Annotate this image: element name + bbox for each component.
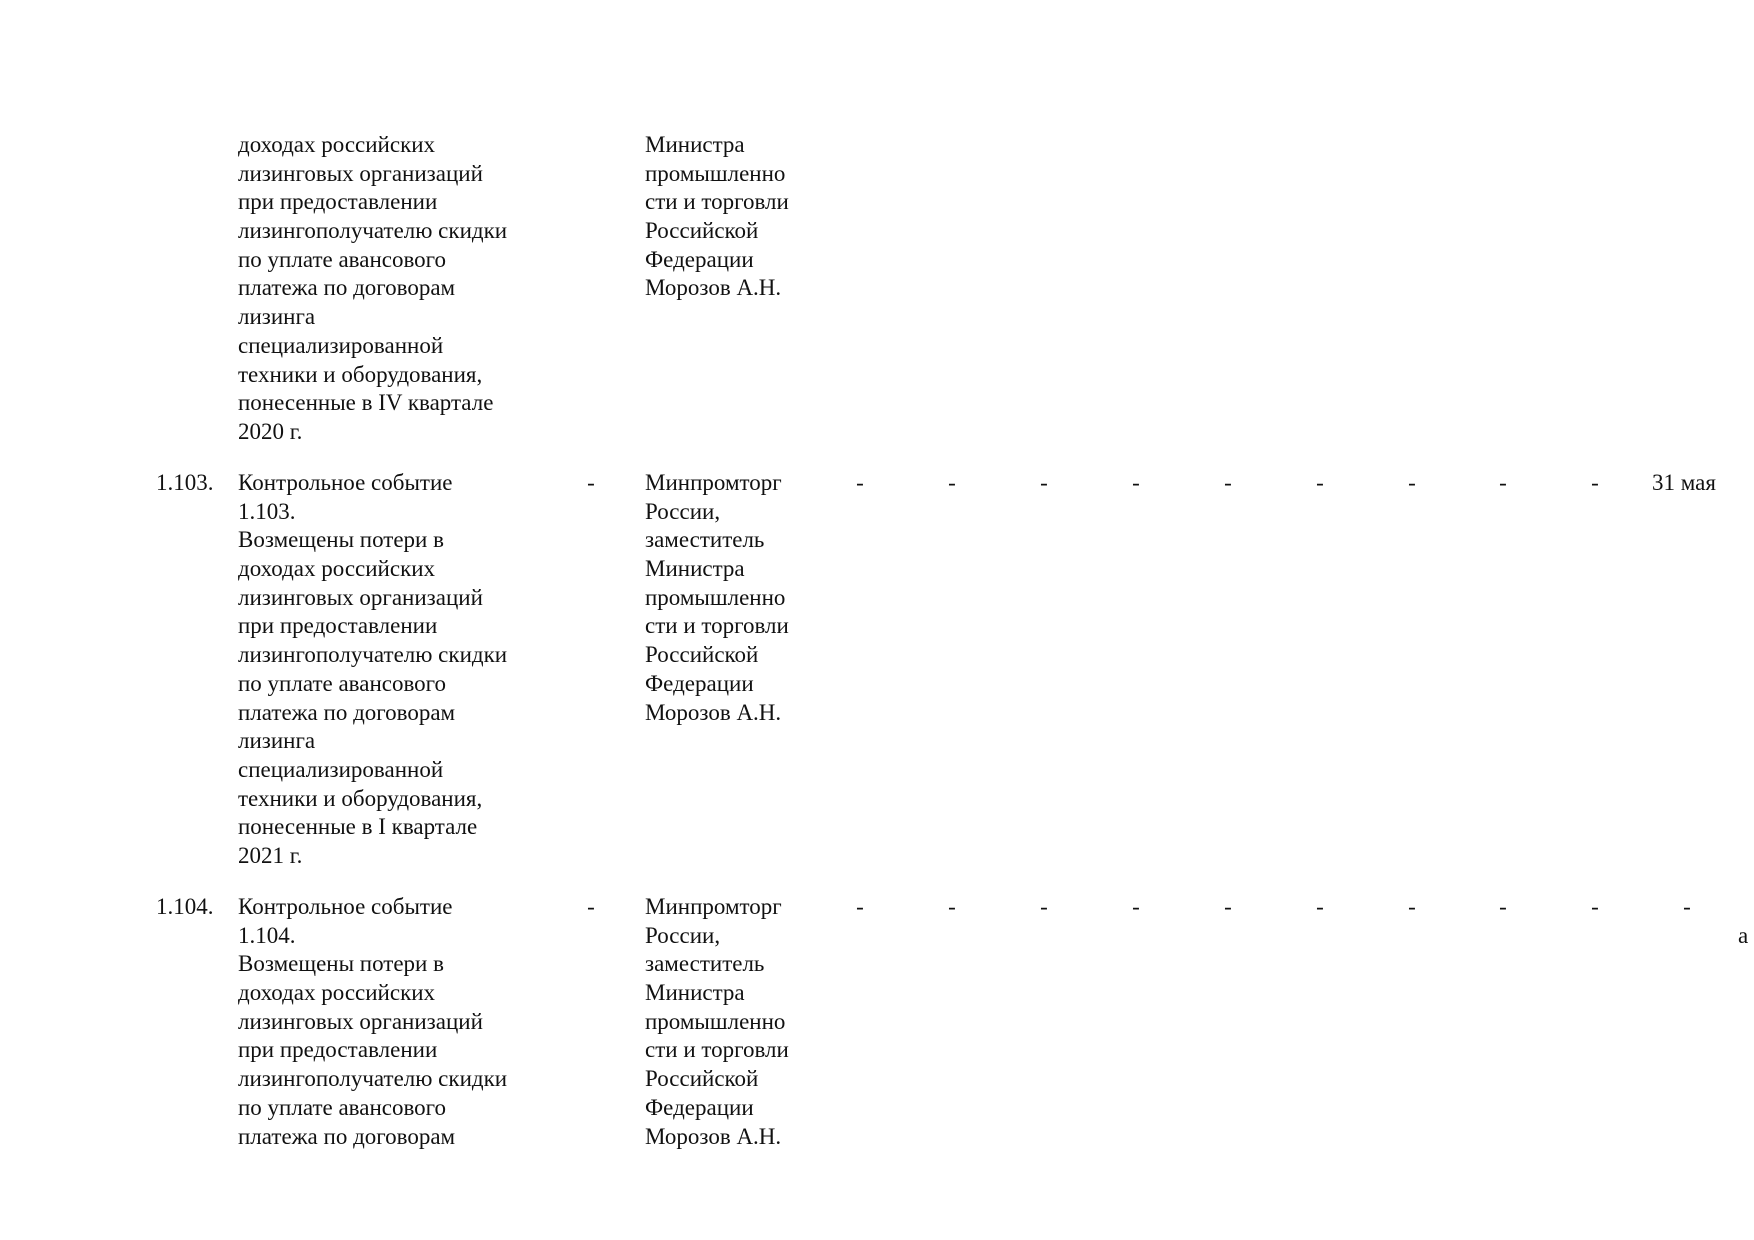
description-line: лизинговых организаций (238, 1008, 483, 1034)
responsible-line: России, (645, 498, 721, 524)
description-line: техники и оборудования, (238, 361, 483, 387)
description-line: специализированной (238, 332, 444, 358)
description-line: понесенные в IV квартале (238, 390, 494, 416)
plan-cell: - (1040, 894, 1048, 919)
description-line: по уплате авансового (238, 1094, 447, 1120)
plan-cell (1672, 131, 1702, 160)
row-number: 1.103. (156, 470, 214, 495)
event-description (238, 893, 507, 1151)
description-line: лизинговых организаций (238, 584, 483, 610)
responsible-line: промышленно (645, 160, 786, 186)
plan-cell: - (1316, 894, 1324, 919)
plan-cell: - (1132, 470, 1140, 495)
overflow-text: а (1738, 922, 1749, 948)
plan-cell: - (948, 894, 956, 919)
responsible-line: Морозов А.Н. (645, 275, 782, 301)
responsible-person (645, 469, 789, 727)
responsible-line: сти и торговли (645, 1037, 789, 1063)
responsible-line: заместитель (645, 527, 765, 553)
description-line: при предоставлении (238, 1037, 438, 1063)
responsible-line: Российской (645, 1066, 759, 1092)
description-line: доходах российских (238, 132, 436, 157)
description-line: доходах российских (238, 980, 436, 1006)
description-line: при предоставлении (238, 189, 438, 215)
plan-cell (1488, 131, 1518, 160)
column-3-value: - (587, 894, 595, 919)
plan-cell: - (948, 470, 956, 495)
description-line: платежа по договорам (238, 275, 456, 301)
plan-cell: - (1591, 470, 1599, 495)
plan-cell (845, 131, 875, 160)
responsible-line: Морозов А.Н. (645, 699, 782, 725)
plan-cell: - (1224, 470, 1232, 495)
responsible-line: Федерации (645, 246, 754, 272)
description-line: лизингополучателю скидки (238, 218, 508, 244)
plan-cell: - (1408, 894, 1416, 919)
plan-cell: - (1683, 894, 1691, 919)
responsible-line: Минпромторг (645, 894, 782, 919)
description-line: Контрольное событие (238, 470, 453, 495)
description-line: лизинга (238, 304, 316, 330)
description-line: лизингополучателю скидки (238, 1066, 508, 1092)
plan-cell (1305, 131, 1335, 160)
plan-cell (1213, 131, 1243, 160)
plan-cell: - (1499, 894, 1507, 919)
responsible-line: заместитель (645, 951, 765, 977)
description-line: понесенные в I квартале (238, 814, 478, 840)
responsible-person (645, 893, 789, 1151)
plan-cell: - (856, 894, 864, 919)
responsible-line: Министра (645, 980, 745, 1006)
plan-cell: - (1224, 894, 1232, 919)
row-number: 1.104. (156, 894, 214, 919)
plan-cell: - (1408, 470, 1416, 495)
responsible-line: Федерации (645, 1094, 754, 1120)
description-line: Возмещены потери в (238, 527, 444, 553)
description-line: 1.104. (238, 922, 296, 948)
plan-cell: - (1499, 470, 1507, 495)
description-line: доходах российских (238, 556, 436, 582)
plan-cell (1580, 131, 1610, 160)
description-line: 2021 г. (238, 842, 303, 868)
deadline: 31 мая (1652, 470, 1716, 495)
plan-cell: - (1591, 894, 1599, 919)
responsible-line: Минпромторг (645, 470, 782, 495)
column-3-value: - (587, 470, 595, 495)
description-line: 2020 г. (238, 418, 303, 444)
plan-cell: - (1132, 894, 1140, 919)
plan-cell (1121, 131, 1151, 160)
responsible-line: сти и торговли (645, 189, 789, 215)
responsible-line: промышленно (645, 1008, 786, 1034)
plan-cell: - (1316, 470, 1324, 495)
description-line: специализированной (238, 756, 444, 782)
description-line: платежа по договорам (238, 1123, 456, 1149)
responsible-line: сти и торговли (645, 613, 789, 639)
responsible-person (645, 131, 789, 303)
responsible-line: Морозов А.Н. (645, 1123, 782, 1149)
description-line: по уплате авансового (238, 246, 447, 272)
description-line: платежа по договорам (238, 699, 456, 725)
event-description (238, 469, 507, 871)
responsible-line: Российской (645, 642, 759, 668)
description-line: лизинга (238, 728, 316, 754)
responsible-line: Федерации (645, 670, 754, 696)
plan-cell: - (856, 470, 864, 495)
description-line: лизинговых организаций (238, 160, 483, 186)
responsible-line: промышленно (645, 584, 786, 610)
responsible-line: Российской (645, 218, 759, 244)
description-line: Возмещены потери в (238, 951, 444, 977)
responsible-line: России, (645, 922, 721, 948)
description-line: 1.103. (238, 498, 296, 524)
column-3-value (576, 131, 606, 160)
description-line: лизингополучателю скидки (238, 642, 508, 668)
plan-cell (1029, 131, 1059, 160)
plan-cell (937, 131, 967, 160)
description-line: по уплате авансового (238, 670, 447, 696)
description-line: при предоставлении (238, 613, 438, 639)
description-line: Контрольное событие (238, 894, 453, 919)
plan-cell: - (1040, 470, 1048, 495)
responsible-line: Министра (645, 132, 745, 157)
plan-cell (1397, 131, 1427, 160)
description-line: техники и оборудования, (238, 785, 483, 811)
responsible-line: Министра (645, 556, 745, 582)
event-description (238, 131, 507, 447)
